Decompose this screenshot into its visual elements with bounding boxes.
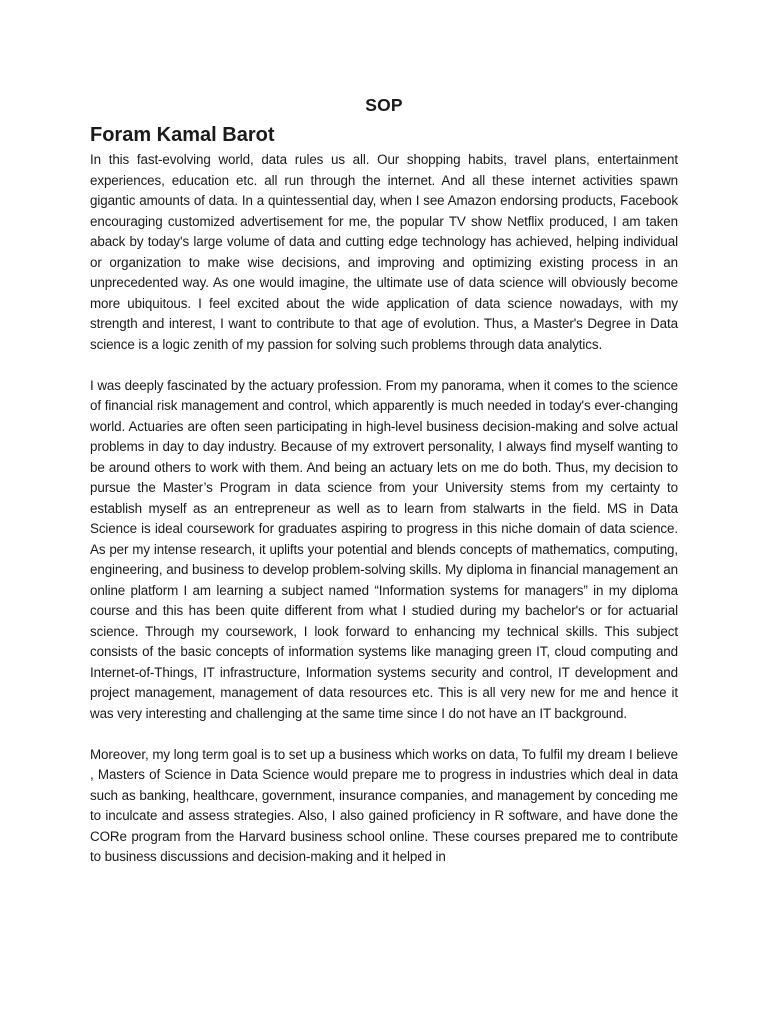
- document-title: SOP: [365, 95, 403, 115]
- document-body: [90, 150, 678, 868]
- paragraph-3: Moreover, my long term goal is to set up a business which works on data, To fulfil my dream I believe , Masters of Science in Data Science would prepare me to progress in industries which deal in data such as banking, healthcare, government, insurance companies, and management by conceding me to inculcate and assess strategies. Also, I also gained proficiency in R software, and have done the CORe program from the Harvard business school online. These courses prepared me to contribute to business discussions and decision-making and it helped in: [90, 746, 678, 864]
- paragraph-1: In this fast-evolving world, data rules us all. Our shopping habits, travel plans, entertainment experiences, education etc. all run through the internet. And all these internet activities spawn gigantic amounts of data. In a quintessential day, when I see Amazon endorsing products, Facebook encouraging customized advertisement for me, the popular TV show Netflix produced, I am taken aback by today's large volume of data and cutting edge technology has achieved, helping individual or organization to make wise decisions, and improving and optimizing existing process in an unprecedented way. As one would imagine, the ultimate use of data science will obviously become more ubiquitous. I feel excited about the wide application of data science nowadays, with my strength and interest, I want to contribute to that age of evolution. Thus, a Master's Degree in Data science is a logic zenith of my passion for solving such problems through data analytics.: [90, 152, 678, 352]
- author-name: Foram Kamal Barot: [90, 124, 275, 146]
- paragraph-2: I was deeply fascinated by the actuary profession. From my panorama, when it comes to the science of financial risk management and control, which apparently is much needed in today's ever-changing world. Actuaries are often seen participating in high-level business decision-making and solve actual problems in day to day industry. Because of my extrovert personality, I always find myself wanting to be around others to work with them. And being an actuary lets on me do both. Thus, my decision to pursue the Master’s Program in data science from your University stems from my certainty to establish myself as an entrepreneur as well as to learn from stalwarts in the field. MS in Data Science is ideal coursework for graduates aspiring to progress in this niche domain of data science. As per my intense research, it uplifts your potential and blends concepts of mathematics, computing, engineering, and business to develop problem-solving skills. My diploma in financial management an online platform I am learning a subject named “Information systems for managers” in my diploma course and this has been quite different from what I studied during my bachelor's or for actuarial science. Through my coursework, I look forward to enhancing my technical skills. This subject consists of the basic concepts of information systems like managing green IT, cloud computing and Internet-of-Things, IT infrastructure, Information systems security and control, IT development and project management, management of data resources etc. This is all very new for me and hence it was very interesting and challenging at the same time since I do not have an IT background.: [90, 377, 678, 721]
